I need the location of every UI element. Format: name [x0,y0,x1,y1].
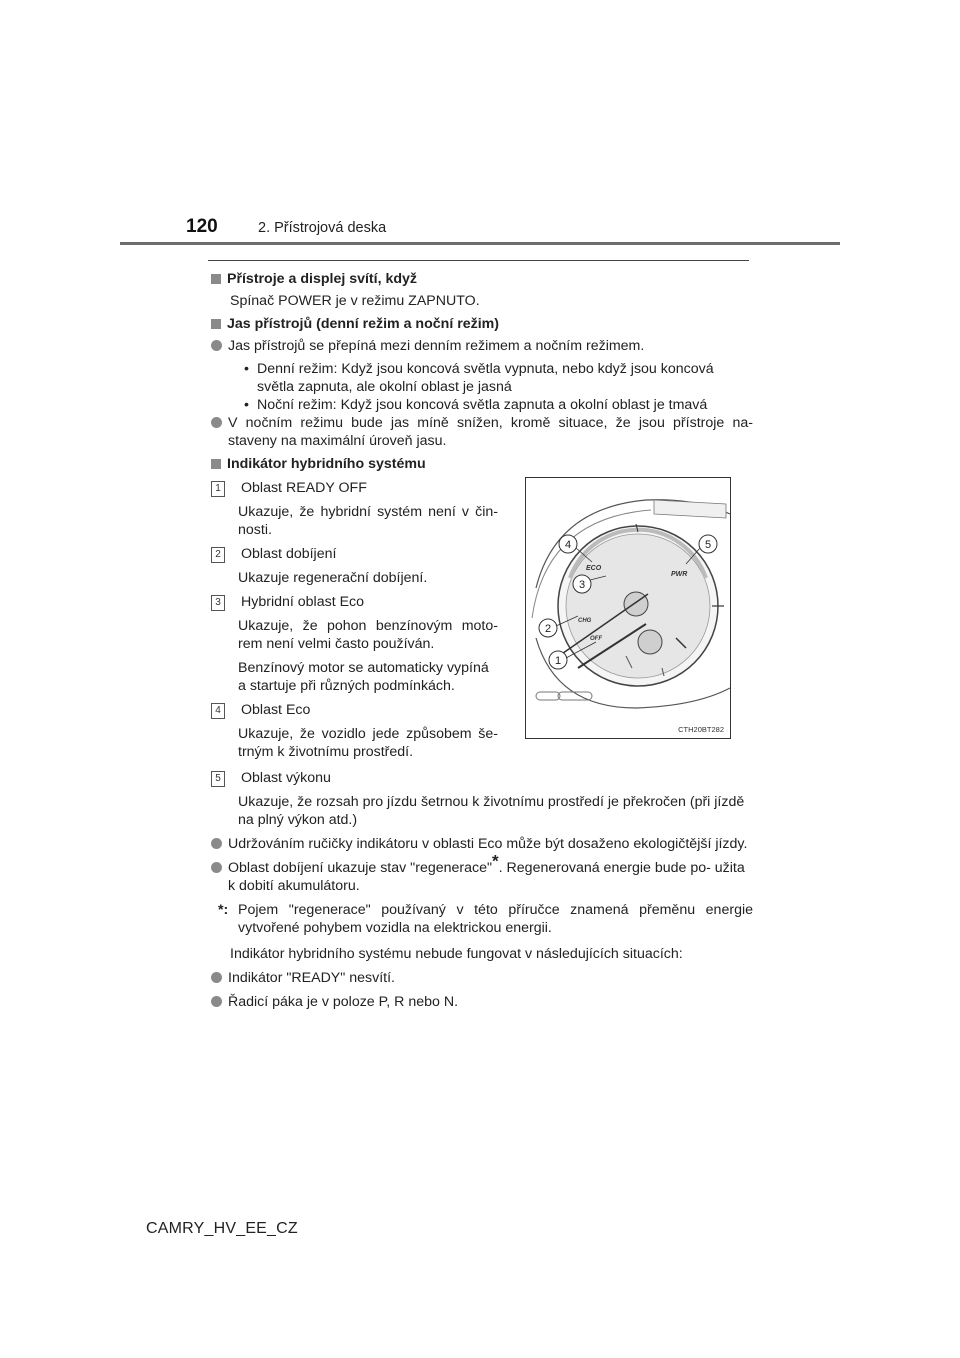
figure-caption: CTH20BT282 [678,725,724,734]
callout-3: 3 [578,579,586,591]
round-bullet-icon [211,417,222,428]
hybrid-item-list: 1 Oblast READY OFF Ukazuje, že hybridní systém není v čin- nosti. 2 Oblast dobíjení Ukazuje regenerační dobíjení. 3 Hybridní oblast Eco Ukazuje, že pohon benzínovým moto- rem není velmi často používán. Benzínový motor se automaticky vypíná a startuje při různých podmínkách. 4 Oblast Eco Ukazuje, že vozidlo jede způsobem še- trným k životnímu prostředí. [208,479,498,761]
square-bullet-icon [211,319,221,329]
gauge-label-off: OFF [590,636,602,642]
callout-4: 4 [564,539,572,551]
bullet-item: Udržováním ručičky indikátoru v oblasti Eco může být dosaženo ekologičtější jízdy. [208,835,753,853]
footnote: *: Pojem "regenerace" používaný v této příručce znamená přeměnu energie vytvořené pohybem vozidla na elektrickou energii. [218,902,753,936]
callout-1: 1 [554,655,562,667]
bullet-item: Oblast dobíjení ukazuje stav "regenerace"*. Regenerovaná energie bude po- užita k dobití akumulátoru. [208,859,753,895]
item-eco: 4 Oblast Eco [208,701,498,719]
hybrid-indicator-figure [525,477,731,739]
item-charge: 2 Oblast dobíjení [208,545,498,563]
header-divider [120,242,840,245]
gauge-label-eco: ECO [586,565,602,572]
gauge-label-chg: CHG [578,618,592,624]
heading-lights: Přístroje a displej svítí, když [208,270,753,288]
bullet-item: V nočním režimu bude jas míně snížen, kromě situace, že jsou přístroje na- staveny na maximální úroveň jasu. [208,414,753,450]
round-bullet-icon [211,862,222,873]
square-bullet-icon [211,459,221,469]
gauge-label-pwr: PWR [671,571,688,578]
lights-text: Spínač POWER je v režimu ZAPNUTO. [230,293,480,309]
chapter-title: 2. Přístrojová deska [258,220,387,236]
callout-5: 5 [704,539,712,551]
heading-hybrid: Indikátor hybridního systému [208,455,753,473]
situations-note: Indikátor hybridního systému nebude fungovat v následujících situacích: [230,946,683,962]
bullet-item: Řadicí páka je v poloze P, R nebo N. [208,993,753,1011]
page-number: 120 [186,216,218,237]
item-hybrid-eco: 3 Hybridní oblast Eco [208,593,498,611]
round-bullet-icon [211,996,222,1007]
sub-item-night: • Noční režim: Když jsou koncová světla zapnuta a okolní oblast je tmavá [244,397,708,413]
callout-2: 2 [544,623,552,635]
item-power: 5 Oblast výkonu [208,769,753,787]
round-bullet-icon [211,838,222,849]
round-bullet-icon [211,972,222,983]
bullet-item: Indikátor "READY" nesvítí. [208,969,753,987]
gauge-illustration [526,478,730,738]
item-ready-off: 1 Oblast READY OFF [208,479,498,497]
model-code: CAMRY_HV_EE_CZ [146,1220,298,1237]
section-divider [208,260,749,261]
bullet-item: Jas přístrojů se přepíná mezi denním režimem a nočním režimem. [208,337,753,355]
sub-item-day: • Denní režim: Když jsou koncová světla vypnuta, nebo když jsou koncová světla zapnuta, ale okolní oblast je jasná [244,361,714,395]
square-bullet-icon [211,274,221,284]
round-bullet-icon [211,340,222,351]
page-content: Přístroje a displej svítí, když Spínač POWER je v režimu ZAPNUTO. Jas přístrojů (denní režim a noční režim) Jas přístrojů se přepíná mezi denním režimem a nočním režimem. • Denní režim: Když jsou koncová světla vypnuta, nebo když jsou koncová světla zapnuta, ale okolní oblast je jasná • Noční režim: Když jsou koncová světla zapnuta a okolní oblast je tmavá V nočním režimu bude jas míně snížen, kromě situace, že jsou přístroje na- staveny na maximální úroveň jasu. Indikátor hybridního systému 1 Oblast READY OFF Ukazuje, že hybridní systém není v čin- nosti. 2 Oblast dobíjení Ukazuje regenerační dobíjení. 3 Hybridní oblast Eco Ukazuje, že pohon benzínovým moto- rem není velmi často používán. Benzínový motor se automaticky vypíná a startuje při různých podmínkách. 4 Oblast Eco Ukazuje, že vozidlo jede způsobem še- trným k životnímu prostředí. 5 Oblast výkonu Ukazuje, že rozsah pro jízdu šetrnou k životnímu prostředí je překročen (při jízdě na plný výkon atd.) Udržováním ručičky indikátoru v oblasti Eco může být dosaženo ekologičtější jízdy. Oblast dobíjení ukazuje stav "regenerace"*. Regenerovaná energie bude po- užita k dobití akumulátoru. *: Pojem "regenerace" používaný v této příručce znamená přeměnu energie vytvořené pohybem vozidla na elektrickou energii. Indikátor hybridního systému nebude fungovat v následujících situacích: Indikátor "READY" nesvítí. Řadicí páka je v poloze P, R nebo N. [208,266,753,1011]
heading-brightness: Jas přístrojů (denní režim a noční režim) [208,315,753,333]
